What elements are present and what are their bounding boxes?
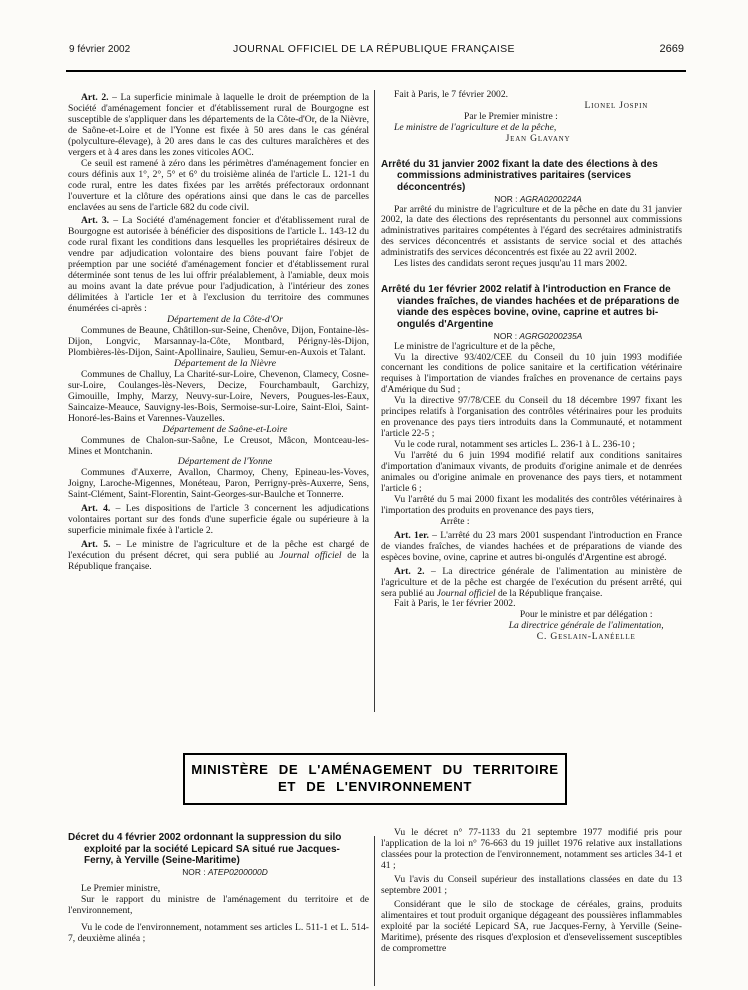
department-heading: Département de la Nièvre [174, 357, 276, 369]
article-paragraph: Art. 1er. – L'arrêté du 23 mars 2001 suspendant l'introduction en France de viandes fraîches, de viandes hachées et de préparations de viande des espèces bovine, ovine, caprine et autres bi-ongulés d'Argentine est abrogé. [381, 529, 682, 563]
signature-place-date: Fait à Paris, le 7 février 2002. [394, 89, 509, 100]
nor-label: NOR : [182, 866, 206, 877]
communes-paragraph: Communes de Chalon-sur-Saône, Le Creusot, Mâcon, Montceau-les-Mines et Montchanin. [68, 434, 369, 457]
article-label: Art. 3. [81, 215, 110, 227]
communes-paragraph: Communes de Beaune, Châtillon-sur-Seine, Chenôve, Dijon, Fontaine-lès-Dijon, Longvic, Marsannay-la-Côte, Montbard, Périgny-lès-Dijon, Plombières-lès-Dijon, Saint-Apollinaire, Saulieu, Semur-en-Auxois et Talant. [68, 325, 369, 358]
arrete-heading: Arrêté du 31 janvier 2002 fixant la date des élections à des commissions administratives paritaires (services déconcentrés) [381, 158, 658, 193]
article-paragraph: Art. 5. – Le ministre de l'agriculture et de la pêche est chargé de l'exécution du présent décret, qui sera publié au Journal officiel de la République française. [68, 539, 369, 573]
visa-paragraph: Vu l'arrêté du 5 mai 2000 fixant les modalités des contrôles vétérinaires à l'importation des produits en provenance des pays tiers, [381, 493, 682, 516]
visa-paragraph: Vu la directive 97/78/CEE du Conseil du 18 décembre 1997 fixant les principes relatifs à l'organisation des contrôles vétérinaires pour les produits en provenance des pays tiers introduits dans la Communauté, et notamment l'article 22-5 ; [381, 395, 682, 440]
nor-line [381, 331, 682, 342]
journal-officiel-italic: Journal officiel [279, 550, 342, 562]
visa-paragraph: Vu l'avis du Conseil supérieur des installations classées en date du 13 septembre 2001 ; [381, 873, 682, 896]
article-label: Art. 5. [81, 539, 111, 551]
ministry-banner [183, 753, 567, 805]
nor-label: NOR : [493, 330, 518, 341]
nor-label: NOR : [494, 193, 518, 204]
body-paragraph: Le Premier ministre, [81, 882, 161, 894]
article-paragraph: Art. 2. – La superficie minimale à laquelle le droit de préemption de la Société d'aménagement foncier et d'établissement rural de Bourgogne est susceptible de s'appliquer dans les départements de la Côte-d'Or, de la Nièvre, de Saône-et-Loire et de l'Yonne est fixée à 50 ares dans le cas général (polyculture-élevage), à 20 ares dans le cas des cultures maraîchères et des vergers et à 4 ares dans les zones viticoles AOC. [68, 92, 370, 158]
ministry-banner-line1: MINISTÈRE DE L'AMÉNAGEMENT DU TERRITOIRE [191, 762, 559, 777]
left-column-bottom [68, 832, 369, 945]
department-heading: Département de l'Yonne [177, 456, 273, 468]
signature-delegation: Pour le ministre et par délégation : [519, 609, 653, 621]
signature-place-date: Fait à Paris, le 1er février 2002. [394, 598, 516, 610]
column-divider-top [374, 90, 375, 712]
body-paragraph: Le ministre de l'agriculture et de la pêche, [394, 340, 556, 352]
visa-paragraph: Vu la directive 93/402/CEE du Conseil du 10 juin 1993 modifiée concernant les conditions de police sanitaire et la certification vétérinaire requises à l'importation de viandes fraîches en provenance de certains pays d'Amérique du Sud ; [381, 351, 682, 396]
visa-paragraph: Vu l'arrêté du 6 juin 1994 modifié relatif aux conditions sanitaires d'importation d'animaux vivants, de produits d'origine animale et de denrées animales ou d'origine animale en provenance des pays tiers, et notamment l'article 6 ; [381, 450, 682, 494]
article-label: Art. 4. [81, 503, 111, 515]
article-paragraph: Art. 2. – La directrice générale de l'alimentation au ministère de l'agriculture et de la pêche est chargée de l'exécution du présent arrêté, qui sera publié au Journal officiel de la République française. [381, 565, 683, 599]
nor-value: AGRG0200235A [519, 330, 583, 341]
visa-paragraph: Vu le code de l'environnement, notamment ses articles L. 511-1 et L. 514-7, deuxième alinéa ; [68, 921, 369, 944]
visa-paragraph: Vu le code rural, notamment ses articles L. 236-1 à L. 236-10 ; [394, 439, 636, 451]
signature-name: Jean Glavany [505, 132, 571, 144]
header-rule [66, 70, 686, 72]
nor-value: AGRA0200224A [519, 193, 582, 204]
arrete-word: Arrête : [440, 515, 470, 527]
article-label: Art. 2. [81, 92, 109, 103]
department-heading: Département de la Côte-d'Or [167, 314, 283, 326]
header-date: 9 février 2002 [69, 44, 131, 55]
arrete-heading: Arrêté du 1er février 2002 relatif à l'introduction en France de viandes fraîches, de viandes hachées et de préparations de viande des espèces bovine, ovine, caprine et autres bi-ongulés d'Argentine [381, 284, 680, 330]
right-column-top [381, 90, 682, 643]
body-paragraph: Les listes des candidats seront reçues jusqu'au 11 mars 2002. [394, 258, 628, 270]
signature-name: C. Geslain-Lanéelle [536, 631, 636, 643]
communes-paragraph: Communes d'Auxerre, Avallon, Charmoy, Cheny, Epineau-les-Voves, Joigny, Laroche-Migennes, Monéteau, Paron, Perrigny-près-Auxerre, Sens, Saint-Clément, Saint-Florentin, Saint-Georges-sur-Baulche et Tonnerre. [68, 467, 369, 501]
body-paragraph: Par arrêté du ministre de l'agriculture et de la pêche en date du 31 janvier 2002, la date des élections des représentants du personnel aux commissions administratives paritaires compétentes à l'égard des secrétaires administratifs des services déconcentrés et assistants de service social et des attachés administratifs des services déconcentrés est fixée au 22 avril 2002. [381, 203, 682, 259]
page-number: 2669 [659, 43, 684, 55]
article-label: Art. 2. [394, 565, 425, 577]
article-paragraph: Art. 3. – La Société d'aménagement foncier et d'établissement rural de Bourgogne est autorisée à bénéficier des dispositions de l'article L. 143-12 du code rural fixant les conditions dans lesquelles les propriétaires désireux de vendre par adjudication volontaire des biens pouvant faire l'objet de préemption par une société d'aménagement foncier et d'établissement rural déterminée sont tenus de les lui offrir préalablement, à l'amiable, deux mois au moins avant la date prévue pour l'adjudication, à l'intérieur des zones délimitées à l'article 1er et à l'exclusion du territoire des communes énumérées ci-après : [68, 215, 370, 315]
signature-minister-title: Le ministre de l'agriculture et de la pêche, [394, 121, 557, 133]
article-paragraph: Art. 4. – Les dispositions de l'article 3 concernent les adjudications volontaires portant sur des fonds d'une superficie égale ou supérieure à la superficie minimale fixée à l'article 2. [68, 503, 369, 537]
article-paragraph: Ce seuil est ramené à zéro dans les périmètres d'aménagement foncier en cours définis aux 1°, 2°, 5° et 6° du troisième alinéa de l'article L. 121-1 du code rural, entre les dates fixées par les arrêtés préfectoraux ordonnant l'ouverture et la clôture des opérations ainsi que dans le cas de parcelles enclavées au sens de l'article 682 du code civil. [68, 157, 369, 213]
article-label: Art. 1er. [394, 529, 429, 541]
communes-paragraph: Communes de Challuy, La Charité-sur-Loire, Chevenon, Clamecy, Cosne-sur-Loire, Coulanges-lès-Nevers, Decize, Fourchambault, Garchizy, Gimouille, Imphy, Marzy, Neuvy-sur-Loire, Nevers, Pougues-les-Eaux, Saincaize-Meauce, Sauvigny-les-Bois, Sermoise-sur-Loire, Saint-Eloi, Saint-Honoré-les-Bains et Varennes-Vauzelles. [68, 368, 369, 424]
visa-paragraph: Vu le décret n° 77-1133 du 21 septembre 1977 modifié pris pour l'application de la loi n° 76-663 du 19 juillet 1976 relative aux installations classées pour la protection de l'environnement, notamment ses articles 34-1 et 41 ; [381, 827, 682, 871]
considerant-paragraph: Considérant que le silo de stockage de céréales, grains, produits alimentaires et tout produit organique dégageant des poussières inflammables exploité par la société Lepicard SA, rue Jacques-Ferny, à Yerville (Seine-Maritime), présente des risques d'explosion et d'ensevelissement susceptibles de compromettre [381, 898, 682, 954]
signature-director-title: La directrice générale de l'alimentation, [508, 620, 664, 632]
signature-name: Lionel Jospin [584, 99, 649, 111]
journal-officiel-italic: Journal officiel [436, 587, 496, 599]
decret-heading: Décret du 4 février 2002 ordonnant la suppression du silo exploité par la société Lepicard SA situé rue Jacques-Ferny, à Yerville (Seine-Maritime) [68, 832, 342, 867]
left-column-top [68, 90, 369, 573]
column-divider-bottom [374, 836, 375, 986]
department-heading: Département de Saône-et-Loire [162, 423, 288, 435]
ministry-banner-line2: ET DE L'ENVIRONNEMENT [277, 778, 473, 794]
nor-line [68, 867, 369, 878]
body-paragraph: Sur le rapport du ministre de l'aménagement du territoire et de l'environnement, [68, 893, 369, 916]
nor-value: ATEP0200000D [207, 866, 268, 877]
signature-by-line: Par le Premier ministre : [464, 110, 558, 122]
journal-title: JOURNAL OFFICIEL DE LA RÉPUBLIQUE FRANÇAISE [233, 43, 515, 55]
right-column-bottom [381, 828, 682, 954]
nor-line [381, 194, 682, 205]
